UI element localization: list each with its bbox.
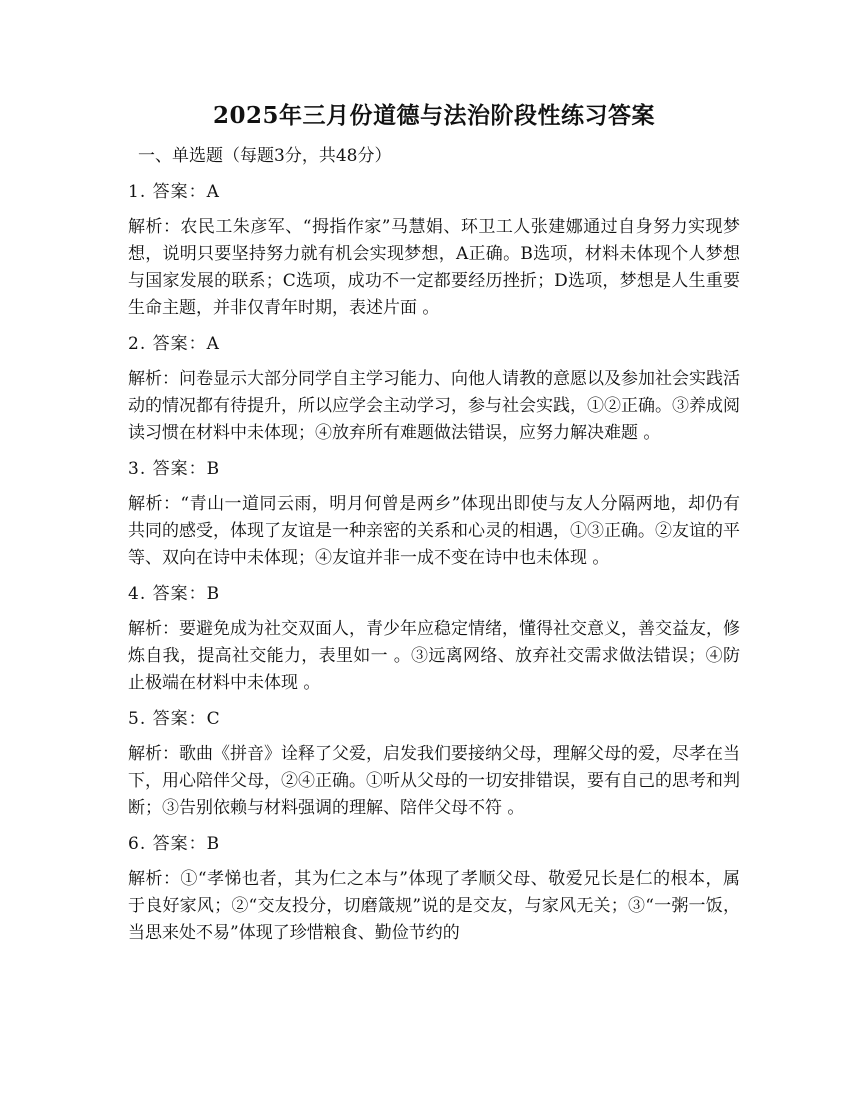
analysis-paragraph: 解析：“青山一道同云雨，明月何曾是两乡”体现出即使与友人分隔两地，却仍有共同的感受，体现了友谊是一种亲密的关系和心灵的相遇，①③正确。②友谊的平等、双向在诗中未体现；④友谊并非一成不变在诗中也未体现 。 [128, 494, 740, 568]
analysis-paragraph: 解析：要避免成为社交双面人，青少年应稳定情绪，懂得社交意义，善交益友，修炼自我，提高社交能力，表里如一 。③远离网络、放弃社交需求做法错误；④防止极端在材料中未体现 。 [128, 619, 740, 693]
analysis-paragraph: 解析：歌曲《拼音》诠释了父爱，启发我们要接纳父母，理解父母的爱，尽孝在当下，用心陪伴父母，②④正确。①听从父母的一切安排错误，要有自己的思考和判断；③告别依赖与材料强调的理解、陪伴父母不符 。 [128, 744, 740, 818]
answer-line: 3. 答案：B [128, 459, 221, 479]
answer-line: 5. 答案：C [128, 709, 221, 729]
question-item-1 [128, 178, 740, 322]
answer-line: 2. 答案：A [128, 334, 220, 354]
analysis-paragraph: 解析：问卷显示大部分同学自主学习能力、向他人请教的意愿以及参加社会实践活动的情况都有待提升，所以应学会主动学习，参与社会实践，①②正确。③养成阅读习惯在材料中未体现；④放弃所有难题做法错误，应努力解决难题 。 [128, 369, 740, 443]
answer-line: 4. 答案：B [128, 584, 221, 604]
question-item-2 [128, 330, 740, 447]
answer-line: 1. 答案：A [128, 182, 220, 202]
question-item-3 [128, 455, 740, 572]
analysis-paragraph: 解析：农民工朱彦军、“拇指作家”马慧娟、环卫工人张建娜通过自身努力实现梦想，说明只要坚持努力就有机会实现梦想，A正确。B选项，材料未体现个人梦想与国家发展的联系；C选项，成功不一定都要经历挫折；D选项，梦想是人生重要生命主题，并非仅青年时期，表述片面 。 [128, 217, 740, 318]
question-item-5 [128, 705, 740, 822]
section-heading: 一、单选题（每题3分，共48分） [138, 146, 392, 166]
answer-line: 6. 答案：B [128, 834, 221, 854]
analysis-paragraph: 解析：①“孝悌也者，其为仁之本与”体现了孝顺父母、敬爱兄长是仁的根本，属于良好家风；②“交友投分，切磨箴规”说的是交友，与家风无关；③“一粥一饭，当思来处不易”体现了珍惜粮食、勤俭节约的 [128, 869, 740, 943]
question-item-4 [128, 580, 740, 697]
document-title: 2025年三月份道德与法治阶段性练习答案 [212, 102, 655, 129]
question-item-6 [128, 830, 740, 947]
